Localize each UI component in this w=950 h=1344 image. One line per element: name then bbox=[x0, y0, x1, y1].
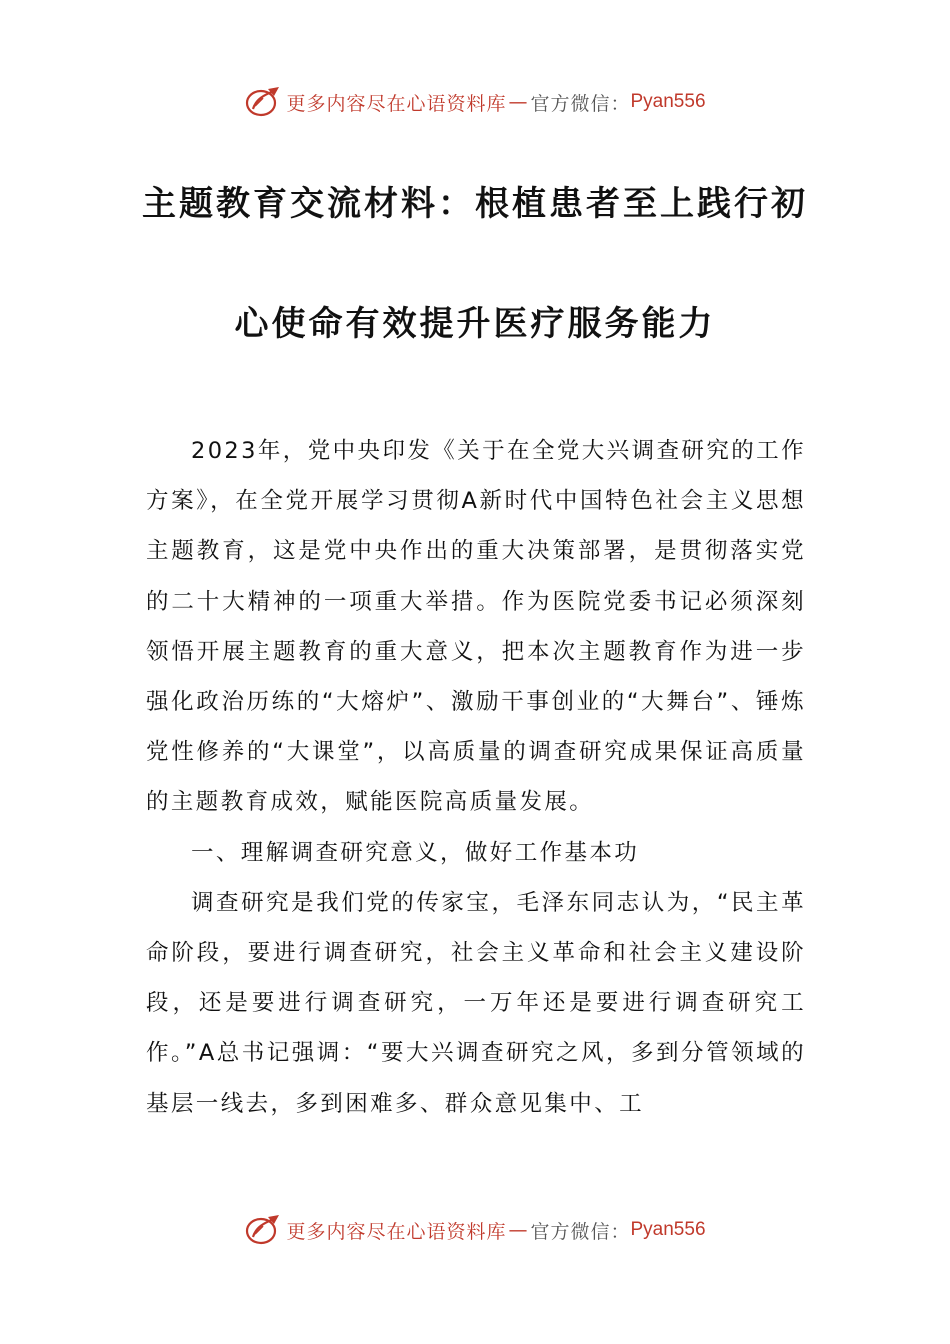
document-body bbox=[146, 426, 806, 1129]
document-title-line-2: 心使命有效提升医疗服务能力 bbox=[234, 304, 716, 344]
watermark-wechat-id: Pyan556 bbox=[630, 91, 706, 112]
watermark-site-text: 更多内容尽在心语资料库 bbox=[286, 92, 507, 115]
watermark-official-label: 官方微信： bbox=[530, 92, 631, 115]
body-paragraph-intro: 2023年，党中央印发《关于在全党大兴调查研究的工作方案》，在全党开展学习贯彻A新时代中国特色社会主义思想主题教育，这是党中央作出的重大决策部署，是贯彻落实党的二十大精神的一项重大举措。作为医院党委书记必须深刻领悟开展主题教育的重大意义，把本次主题教育作为进一步强化政治历练的“大熔炉”、激励干事创业的“大舞台”、锤炼党性修养的“大课堂”，以高质量的调查研究成果保证高质量的主题教育成效，赋能医院高质量发展。 bbox=[146, 438, 806, 816]
watermark-dash: — bbox=[508, 91, 529, 113]
watermark-wechat-id: Pyan556 bbox=[630, 1219, 706, 1240]
pen-swirl-logo-icon bbox=[244, 85, 282, 119]
watermark-dash: — bbox=[508, 1219, 529, 1241]
watermark-site-text: 更多内容尽在心语资料库 bbox=[286, 1220, 507, 1243]
body-paragraph-section-1: 调查研究是我们党的传家宝，毛泽东同志认为，“民主革命阶段，要进行调查研究，社会主义革命和社会主义建设阶段，还是要进行调查研究，一万年还是要进行调查研究工作。”A总书记强调：“要大兴调查研究之风，多到分管领域的基层一线去，多到困难多、群众意见集中、工 bbox=[146, 889, 806, 1117]
watermark-footer bbox=[0, 1210, 950, 1250]
pen-swirl-logo-icon bbox=[244, 1213, 282, 1247]
section-heading-1: 一、理解调查研究意义，做好工作基本功 bbox=[191, 839, 640, 866]
watermark-official-label: 官方微信： bbox=[530, 1220, 631, 1243]
document-title-line-1: 主题教育交流材料：根植患者至上践行初 bbox=[142, 184, 808, 224]
watermark-header bbox=[0, 82, 950, 122]
